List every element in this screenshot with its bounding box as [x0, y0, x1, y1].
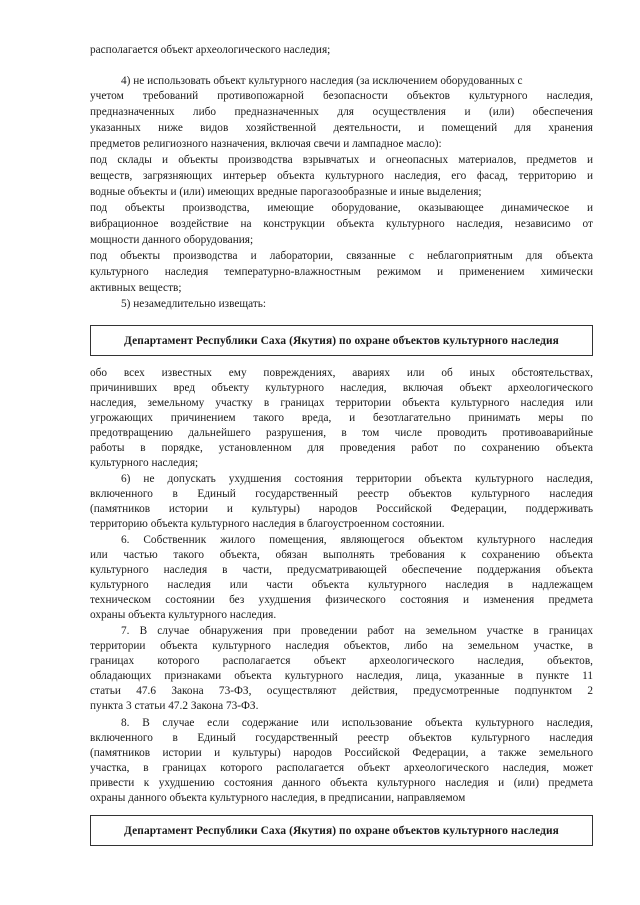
paragraph-line: культурного наследия температурно-влажностным режимом и применением химически [90, 266, 593, 278]
paragraph-line: границах которого располагается объект археологического наследия, объектов, [90, 655, 593, 667]
paragraph-6: 6. Собственник жилого помещения, являющегося объектом культурного наследия [121, 534, 593, 546]
paragraph-line: предназначенных либо предназначенных для осуществления и (или) обеспечения [90, 106, 593, 118]
paragraph-line: охраны объекта культурного наследия. [90, 609, 277, 621]
paragraph-line: обладающих признаками объекта культурного наследия, лица, указанные в пункте 11 [90, 670, 593, 682]
paragraph-line: угрожающих причинением такого вреда, и безотлагательно принимать меры по [90, 412, 593, 424]
paragraph-line: обо всех известных ему повреждениях, авариях или об иных обстоятельствах, [90, 367, 593, 379]
paragraph-line: под склады и объекты производства взрывчатых и огнеопасных материалов, предметов и [90, 154, 593, 166]
banner-text: Департамент Республики Саха (Якутия) по охране объектов культурного наследия [124, 334, 559, 347]
paragraph-line: привести к ухудшению состояния данного объекта культурного наследия и (или) предмета [90, 777, 593, 789]
list-item-6: 6) не допускать ухудшения состояния территории объекта культурного наследия, [121, 473, 593, 485]
paragraph-line: предметов религиозного назначения, включая свечи и лампадное масло): [90, 138, 442, 150]
paragraph-line: наследия, земельному участку в границах территории объекта культурного наследия или [90, 397, 593, 409]
paragraph-line: предотвращению дальнейшего разрушения, в том числе проводить противоаварийные [90, 427, 593, 439]
paragraph-line: территории объекта культурного наследия объектов, либо на земельном участке, в [90, 640, 593, 652]
paragraph-line: вибрационное воздействие на конструкции объекта культурного наследия, независимо от [90, 218, 593, 230]
paragraph-line: причинивших вред объекту культурного наследия, включая объект археологического [90, 382, 593, 394]
list-item-4: 4) не использовать объект культурного наследия (за исключением оборудованных с [121, 75, 523, 87]
paragraph-line: участка, в границах которого располагается объект археологического наследия, может [90, 762, 593, 774]
paragraph-line: включенного в Единый государственный реестр объектов культурного наследия [90, 732, 593, 744]
paragraph-line: работы в порядке, установленном для проведения работ по сохранению объекта [90, 442, 593, 454]
paragraph-line: веществ, загрязняющих интерьер объекта культурного наследия, его фасад, территорию и [90, 170, 593, 182]
paragraph-line: или частью такого объекта, обязан выполнять требования к сохранению объекта [90, 549, 593, 561]
paragraph-line: (памятников истории и культуры) народов Российской Федерации, а также земельного [90, 747, 593, 759]
paragraph-7: 7. В случае обнаружения при проведении работ на земельном участке в границах [121, 625, 593, 637]
paragraph-line: под объекты производства и лаборатории, связанные с неблагоприятным для объекта [90, 250, 593, 262]
paragraph-line: пункта 3 статьи 47.2 Закона 73-ФЗ. [90, 700, 259, 712]
paragraph-line: под объекты производства, имеющие оборудование, оказывающее динамическое и [90, 202, 593, 214]
paragraph-line: (памятников истории и культуры) народов Российской Федерации, поддерживать [90, 503, 593, 515]
paragraph-line: культурного наследия или части объекта культурного наследия в надлежащем [90, 579, 593, 591]
paragraph-line: техническом состоянии без ухудшения физического состояния и изменения предмета [90, 594, 593, 606]
signature-stamp-banner [90, 815, 593, 846]
list-item-5: 5) незамедлительно извещать: [121, 298, 267, 310]
paragraph-line: включенного в Единый государственный реестр объектов культурного наследия [90, 488, 593, 500]
paragraph-line: мощности данного оборудования; [90, 234, 254, 246]
paragraph-line: учетом требований противопожарной безопасности объектов культурного наследия, [90, 90, 593, 102]
banner-text: Департамент Республики Саха (Якутия) по охране объектов культурного наследия [124, 824, 559, 837]
signature-stamp-banner [90, 325, 593, 356]
paragraph-line: охраны данного объекта культурного наследия, в предписании, направляемом [90, 792, 466, 804]
paragraph-line: располагается объект археологического наследия; [90, 44, 331, 56]
paragraph-line: статьи 47.6 Закона 73-ФЗ, осуществляют действия, предусмотренные подпунктом 2 [90, 685, 593, 697]
paragraph-line: территорию объекта культурного наследия в благоустроенном состоянии. [90, 518, 445, 530]
paragraph-line: указанных ниже видов хозяйственной деятельности, и помещений для хранения [90, 122, 593, 134]
paragraph-line: водные объекты и (или) имеющих вредные парогазообразные и иные выделения; [90, 186, 482, 198]
paragraph-line: активных веществ; [90, 282, 182, 294]
paragraph-8: 8. В случае если содержание или использование объекта культурного наследия, [121, 717, 593, 729]
paragraph-line: культурного наследия в части, предусматривающей обеспечение поддержания объекта [90, 564, 593, 576]
paragraph-line: культурного наследия; [90, 457, 199, 469]
